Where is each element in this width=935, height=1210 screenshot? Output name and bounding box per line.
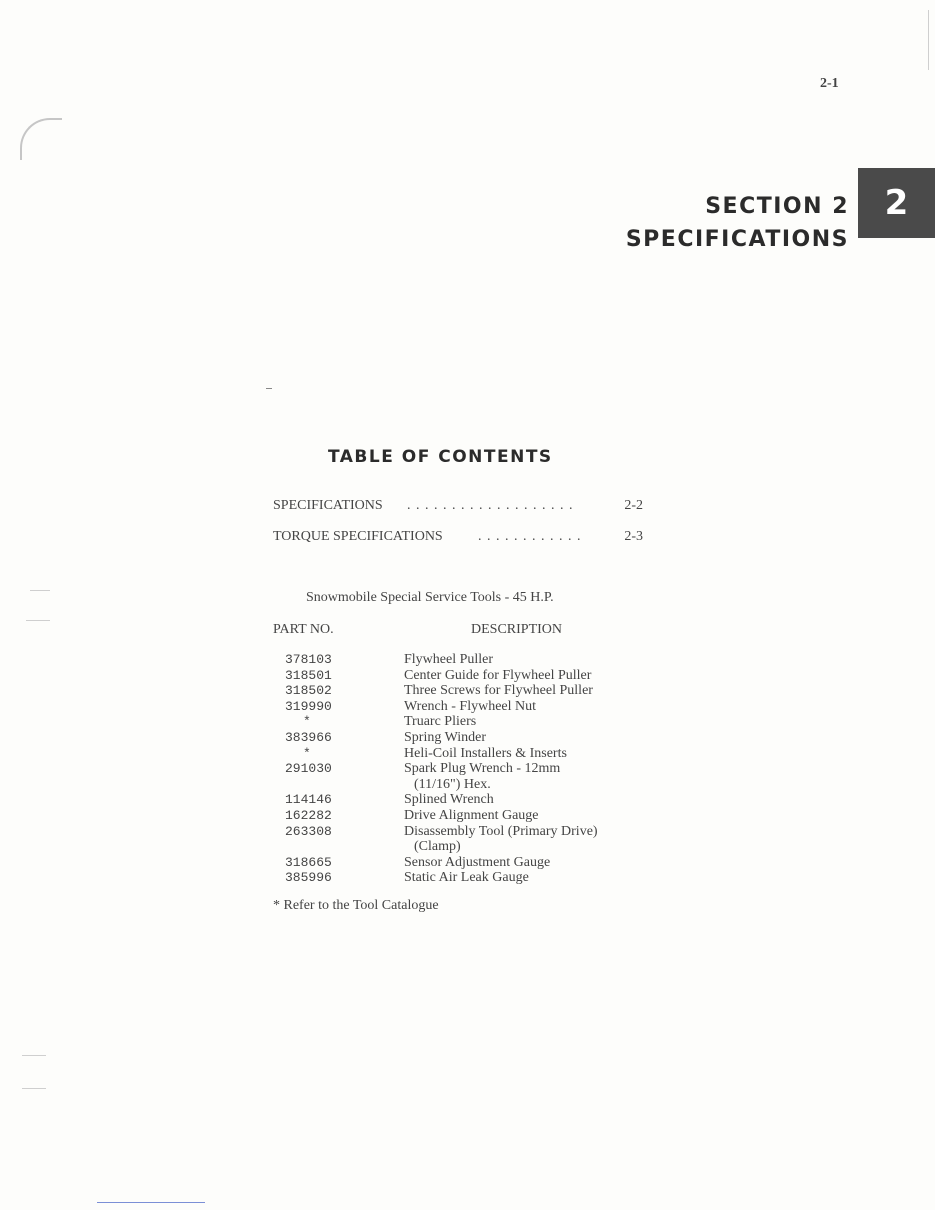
section-name-title: SPECIFICATIONS	[625, 227, 849, 252]
table-row	[273, 870, 673, 886]
toc-entry-page: 2-3	[624, 529, 643, 544]
tools-caption: Snowmobile Special Service Tools - 45 H.P.	[306, 590, 554, 605]
part-number-cell: *	[303, 745, 311, 761]
description-text: Splined Wrench	[404, 792, 494, 808]
scan-mark	[26, 620, 50, 621]
description-text: Static Air Leak Gauge	[404, 870, 529, 886]
part-number-cell: 114146	[285, 792, 332, 808]
table-row	[273, 808, 673, 824]
toc-entry-leader: . . . . . . . . . . . .	[478, 529, 582, 544]
part-number-cell: *	[303, 714, 311, 730]
part-number-cell: 263308	[285, 823, 332, 839]
binder-hole-mark	[20, 118, 62, 160]
description-cell	[404, 714, 476, 730]
scan-mark	[22, 1055, 46, 1056]
description-text: Spring Winder	[404, 729, 487, 745]
tools-table	[273, 652, 673, 886]
part-number-cell: 318502	[285, 683, 332, 699]
part-number-cell: 383966	[285, 729, 332, 745]
toc-entry-label: TORQUE SPECIFICATIONS	[273, 529, 443, 544]
table-row	[273, 652, 673, 668]
section-number-title: SECTION 2	[705, 194, 849, 219]
table-row	[273, 855, 673, 871]
table-row	[273, 746, 673, 762]
table-row	[273, 714, 673, 730]
table-row	[273, 792, 673, 808]
description-text: Three Screws for Flywheel Puller	[404, 683, 593, 699]
description-text-continued: (11/16") Hex.	[414, 776, 491, 792]
description-text: Flywheel Puller	[404, 652, 494, 667]
toc-entry-label: SPECIFICATIONS	[273, 498, 383, 513]
part-number-cell: 378103	[285, 652, 332, 667]
part-number-cell: 318501	[285, 667, 332, 683]
scan-mark	[22, 1088, 46, 1089]
part-number-cell: 318665	[285, 854, 332, 870]
part-number-cell: 291030	[285, 761, 332, 777]
description-text: Center Guide for Flywheel Puller	[404, 667, 592, 683]
description-cell	[404, 855, 550, 871]
description-cell	[404, 792, 494, 808]
table-row	[273, 824, 673, 855]
description-cell	[404, 730, 486, 746]
table-row	[273, 699, 673, 715]
part-number-cell: 385996	[285, 870, 332, 886]
part-no-header: PART NO.	[273, 622, 334, 637]
table-row	[273, 668, 673, 684]
section-tab	[858, 168, 935, 238]
scan-mark	[30, 590, 50, 591]
description-text: Drive Alignment Gauge	[404, 807, 539, 823]
footnote: * Refer to the Tool Catalogue	[273, 898, 439, 913]
description-cell	[404, 683, 593, 699]
description-text: Heli-Coil Installers & Inserts	[404, 745, 567, 761]
bottom-rule	[97, 1202, 205, 1203]
description-text: Spark Plug Wrench - 12mm	[404, 761, 561, 777]
table-row	[273, 730, 673, 746]
section-heading	[626, 190, 849, 256]
part-number-cell: 319990	[285, 698, 332, 714]
table-row	[273, 683, 673, 699]
description-cell	[404, 699, 536, 715]
toc-entry-leader: . . . . . . . . . . . . . . . . . . .	[407, 498, 574, 513]
description-cell	[404, 746, 567, 762]
description-cell	[404, 652, 493, 668]
part-number-cell: 162282	[285, 807, 332, 823]
toc-title: TABLE OF CONTENTS	[328, 447, 553, 467]
description-text: Sensor Adjustment Gauge	[404, 854, 551, 870]
description-text: Wrench - Flywheel Nut	[404, 698, 537, 714]
scan-mark	[928, 10, 929, 70]
description-cell	[404, 668, 591, 684]
description-text: Disassembly Tool (Primary Drive)	[404, 823, 598, 839]
description-text-continued: (Clamp)	[414, 839, 461, 855]
scan-mark	[266, 388, 272, 389]
table-row	[273, 761, 673, 792]
description-text: Truarc Pliers	[404, 714, 477, 730]
page-number: 2-1	[820, 76, 839, 91]
description-cell	[404, 808, 539, 824]
description-cell	[404, 761, 560, 792]
section-tab-number: 2	[884, 183, 909, 223]
description-cell	[404, 870, 529, 886]
description-cell	[404, 824, 598, 855]
toc-entry-page: 2-2	[624, 498, 643, 513]
description-header: DESCRIPTION	[471, 622, 563, 637]
